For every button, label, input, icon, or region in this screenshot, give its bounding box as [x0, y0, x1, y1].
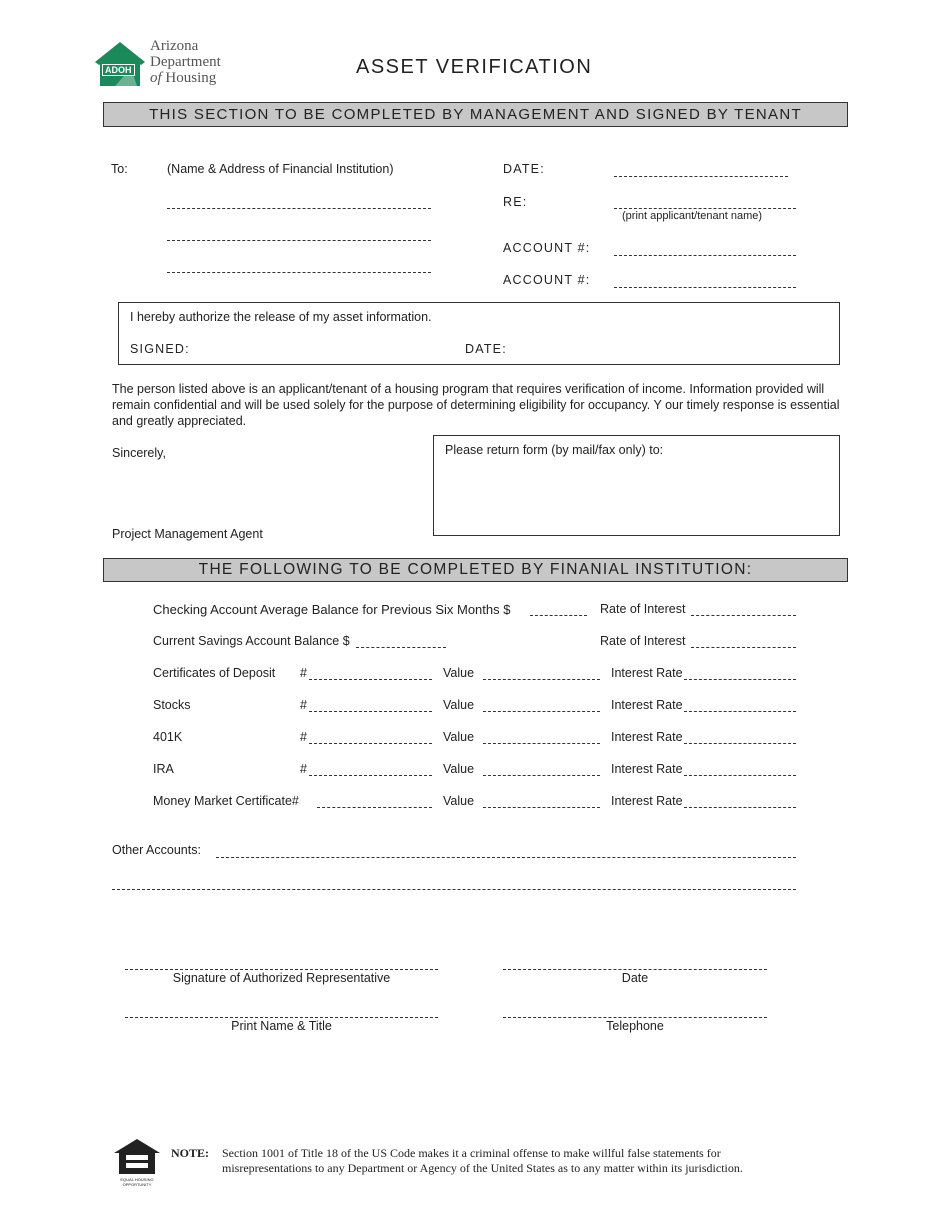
re-line[interactable]	[614, 208, 796, 209]
asset-number-hash: #	[300, 666, 307, 680]
checking-rate-label: Rate of Interest	[600, 602, 686, 616]
return-address-box[interactable]	[433, 435, 840, 536]
re-label: RE:	[503, 195, 528, 209]
signature-rep-line[interactable]	[125, 969, 438, 970]
signature-date-label: Date	[621, 971, 649, 985]
account-1-label: ACCOUNT #:	[503, 241, 591, 255]
asset-label: IRA	[153, 762, 174, 776]
asset-rate-label: Interest Rate	[611, 730, 683, 744]
to-address-line-1[interactable]	[167, 208, 431, 209]
page-title: ASSET VERIFICATION	[356, 56, 593, 78]
asset-rate-label: Interest Rate	[611, 794, 683, 808]
asset-number-line[interactable]	[309, 775, 432, 776]
date-line[interactable]	[614, 176, 788, 177]
authorize-text: I hereby authorize the release of my asset information.	[130, 310, 432, 324]
note-line-1: Section 1001 of Title 18 of the US Code makes it a criminal offense to make willful false statements for	[222, 1146, 721, 1160]
signature-rep-label: Signature of Authorized Representative	[172, 971, 391, 985]
equal-housing-icon	[113, 1138, 161, 1176]
savings-label: Current Savings Account Balance $	[153, 634, 350, 648]
logo-line-3: Housing	[165, 70, 217, 86]
asset-label: Money Market Certificate#	[153, 794, 299, 808]
asset-number-hash: #	[300, 698, 307, 712]
checking-rate-line[interactable]	[691, 615, 796, 616]
asset-number-line[interactable]	[317, 807, 432, 808]
asset-value-label: Value	[443, 698, 475, 712]
adoh-badge: ADOH	[102, 64, 135, 76]
asset-value-label: Value	[443, 762, 475, 776]
to-label: To:	[111, 162, 128, 176]
savings-rate-label: Rate of Interest	[600, 634, 686, 648]
note-line-2: misrepresentations to any Department or Agency of the United States as to any matter within its jurisdiction.	[222, 1161, 743, 1175]
asset-label: Certificates of Deposit	[153, 666, 276, 680]
asset-number-line[interactable]	[309, 711, 432, 712]
asset-rate-line[interactable]	[684, 679, 796, 680]
section1-banner: THIS SECTION TO BE COMPLETED BY MANAGEMENT AND SIGNED BY TENANT	[103, 102, 848, 127]
signed-label[interactable]: SIGNED:	[130, 342, 190, 356]
note-label: NOTE:	[171, 1146, 210, 1160]
logo-line-1: Arizona	[150, 38, 199, 54]
asset-number-line[interactable]	[309, 679, 432, 680]
agent-label: Project Management Agent	[112, 527, 263, 541]
telephone-line[interactable]	[503, 1017, 767, 1018]
logo-line-2: Department	[150, 54, 221, 70]
other-accounts-line-1[interactable]	[216, 857, 796, 858]
asset-value-line[interactable]	[483, 743, 600, 744]
checking-line[interactable]	[530, 615, 587, 616]
asset-rate-line[interactable]	[684, 743, 796, 744]
asset-value-line[interactable]	[483, 775, 600, 776]
telephone-label: Telephone	[606, 1019, 664, 1033]
asset-rate-label: Interest Rate	[611, 666, 683, 680]
other-accounts-label: Other Accounts:	[112, 843, 201, 857]
asset-number-hash: #	[300, 762, 307, 776]
equal-housing-text: EQUAL HOUSING OPPORTUNITY	[120, 1177, 154, 1187]
sincerely: Sincerely,	[112, 446, 166, 460]
asset-rate-line[interactable]	[684, 775, 796, 776]
checking-label: Checking Account Average Balance for Previous Six Months $	[153, 602, 511, 617]
asset-value-label: Value	[443, 666, 475, 680]
savings-rate-line[interactable]	[691, 647, 796, 648]
re-hint: (print applicant/tenant name)	[622, 210, 763, 222]
savings-line[interactable]	[356, 647, 446, 648]
logo-of: of	[150, 70, 162, 86]
to-address-line-2[interactable]	[167, 240, 431, 241]
asset-value-label: Value	[443, 794, 475, 808]
authorization-box	[118, 302, 840, 365]
asset-rate-label: Interest Rate	[611, 762, 683, 776]
account-1-line[interactable]	[614, 255, 796, 256]
asset-label: 401K	[153, 730, 183, 744]
print-name-line[interactable]	[125, 1017, 438, 1018]
asset-value-line[interactable]	[483, 711, 600, 712]
to-hint: (Name & Address of Financial Institution)	[167, 162, 394, 176]
asset-label: Stocks	[153, 698, 191, 712]
return-text: Please return form (by mail/fax only) to:	[445, 443, 664, 457]
asset-value-line[interactable]	[483, 807, 600, 808]
section2-banner: THE FOLLOWING TO BE COMPLETED BY FINANIAL INSTITUTION:	[103, 558, 848, 582]
asset-number-hash: #	[300, 730, 307, 744]
asset-rate-line[interactable]	[684, 711, 796, 712]
asset-value-line[interactable]	[483, 679, 600, 680]
asset-number-line[interactable]	[309, 743, 432, 744]
body-text: The person listed above is an applicant/tenant of a housing program that requires verification of income. Information provided will remain confidential and will be used solely for the purpose of determining eligibility for occupancy. Y our timely response is essential and greatly appreciated.	[112, 382, 840, 428]
auth-date-label[interactable]: DATE:	[465, 342, 507, 356]
date-label: DATE:	[503, 162, 545, 176]
to-address-line-3[interactable]	[167, 272, 431, 273]
asset-rate-line[interactable]	[684, 807, 796, 808]
other-accounts-line-2[interactable]	[112, 889, 796, 890]
asset-value-label: Value	[443, 730, 475, 744]
account-2-line[interactable]	[614, 287, 796, 288]
print-name-label: Print Name & Title	[231, 1019, 332, 1033]
signature-date-line[interactable]	[503, 969, 767, 970]
account-2-label: ACCOUNT #:	[503, 273, 591, 287]
asset-rate-label: Interest Rate	[611, 698, 683, 712]
